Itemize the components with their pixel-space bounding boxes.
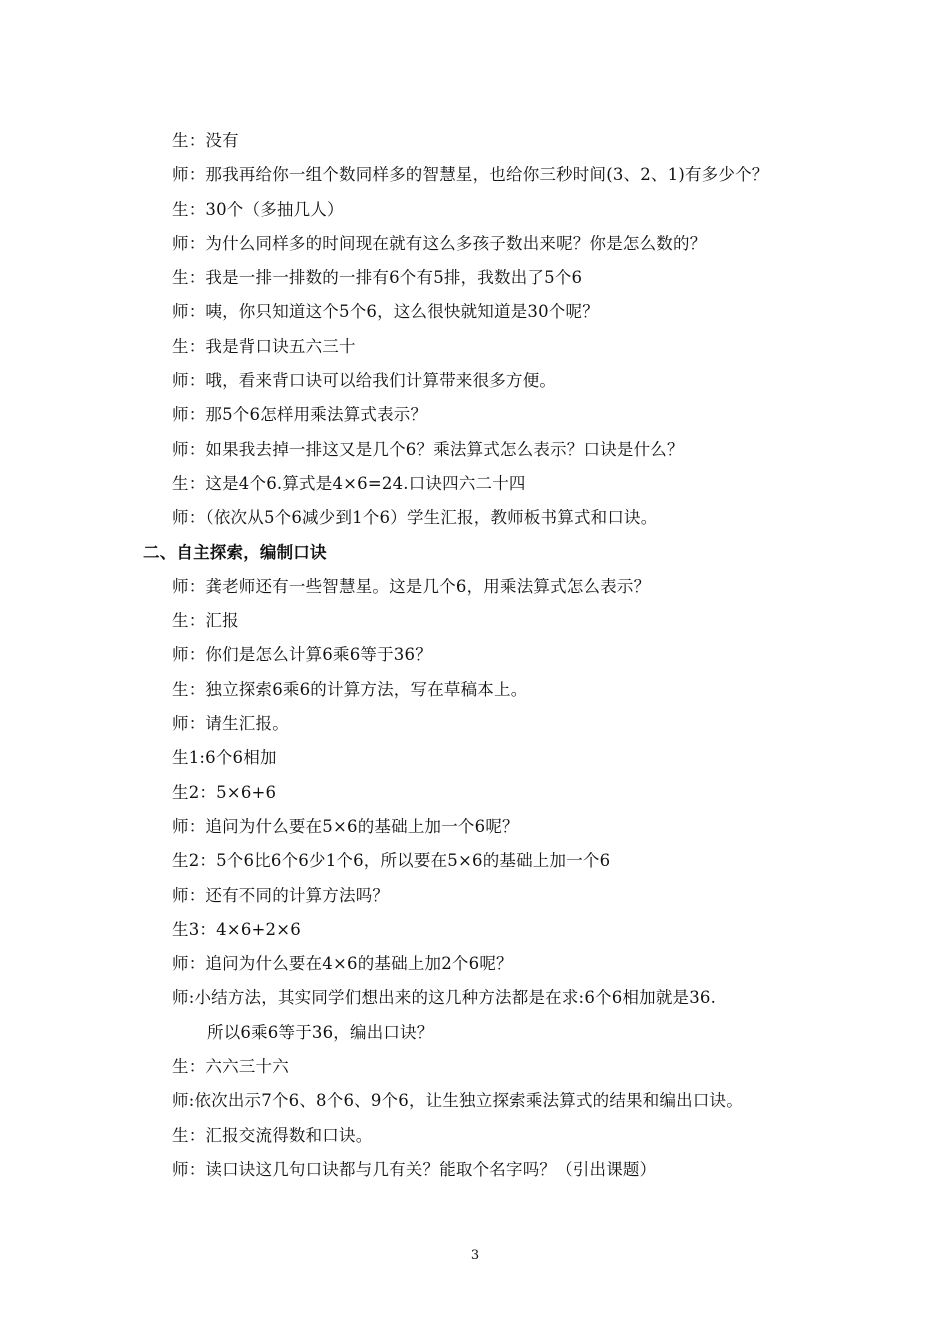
text-line: 生：汇报交流得数和口诀。 [172,1125,373,1145]
page-number: 3 [470,1248,480,1263]
text-line: 生：我是背口诀五六三十 [172,336,356,356]
text-line: 生3：4×6+2×6 [172,919,301,939]
text-line: 师：为什么同样多的时间现在就有这么多孩子数出来呢？你是怎么数的？ [172,233,707,253]
text-line: 师:小结方法，其实同学们想出来的这几种方法都是在求:6个6相加就是36. [172,988,717,1008]
text-line: 生：这是4个6.算式是4×6=24.口诀四六二十四 [172,473,526,493]
text-line: 生：没有 [172,131,239,150]
text-line: 师：哦，看来背口诀可以给我们计算带来很多方便。 [172,371,557,391]
text-line: 师:依次出示7个6、8个6、9个6，让生独立探索乘法算式的结果和编出口诀。 [172,1091,743,1111]
text-line: 师：读口诀这几句口诀都与几有关？能取个名字吗？（引出课题） [172,1159,657,1179]
text-line-continuation: 所以6乘6等于36，编出口诀？ [207,1022,434,1042]
text-line: 师：你们是怎么计算6乘6等于36？ [172,645,432,665]
text-line: 师：龚老师还有一些智慧星。这是几个6，用乘法算式怎么表示？ [172,576,651,596]
text-line: 生1:6个6相加 [172,748,277,768]
text-line: 生：六六三十六 [172,1057,289,1077]
text-line: 师：（依次从5个6减少到1个6）学生汇报，教师板书算式和口诀。 [172,508,658,528]
text-line: 师：那我再给你一组个数同样多的智慧星，也给你三秒时间(3、2、1)有多少个？ [172,165,769,185]
text-line: 师：咦，你只知道这个5个6，这么很快就知道是30个呢？ [172,302,599,322]
text-line: 生：汇报 [172,611,239,631]
text-line: 师：那5个6怎样用乘法算式表示？ [172,405,428,425]
text-line: 生：独立探索6乘6的计算方法，写在草稿本上。 [172,679,528,699]
text-line: 师：追问为什么要在5×6的基础上加一个6呢？ [172,816,519,836]
text-line: 生：30个（多抽几人） [172,199,344,219]
text-line: 生2：5×6+6 [172,782,277,802]
text-line: 生：我是一排一排数的一排有6个有5排，我数出了5个6 [172,268,583,288]
section-heading: 二、自主探索，编制口诀 [143,542,327,562]
document-body [0,124,950,1187]
text-line: 师：追问为什么要在4×6的基础上加2个6呢？ [172,954,513,974]
text-line: 师：如果我去掉一排这又是几个6？乘法算式怎么表示？口诀是什么？ [172,439,684,459]
text-line: 师：还有不同的计算方法吗？ [172,885,390,905]
text-line: 生2：5个6比6个6少1个6，所以要在5×6的基础上加一个6 [172,851,611,871]
text-line: 师：请生汇报。 [172,714,289,734]
